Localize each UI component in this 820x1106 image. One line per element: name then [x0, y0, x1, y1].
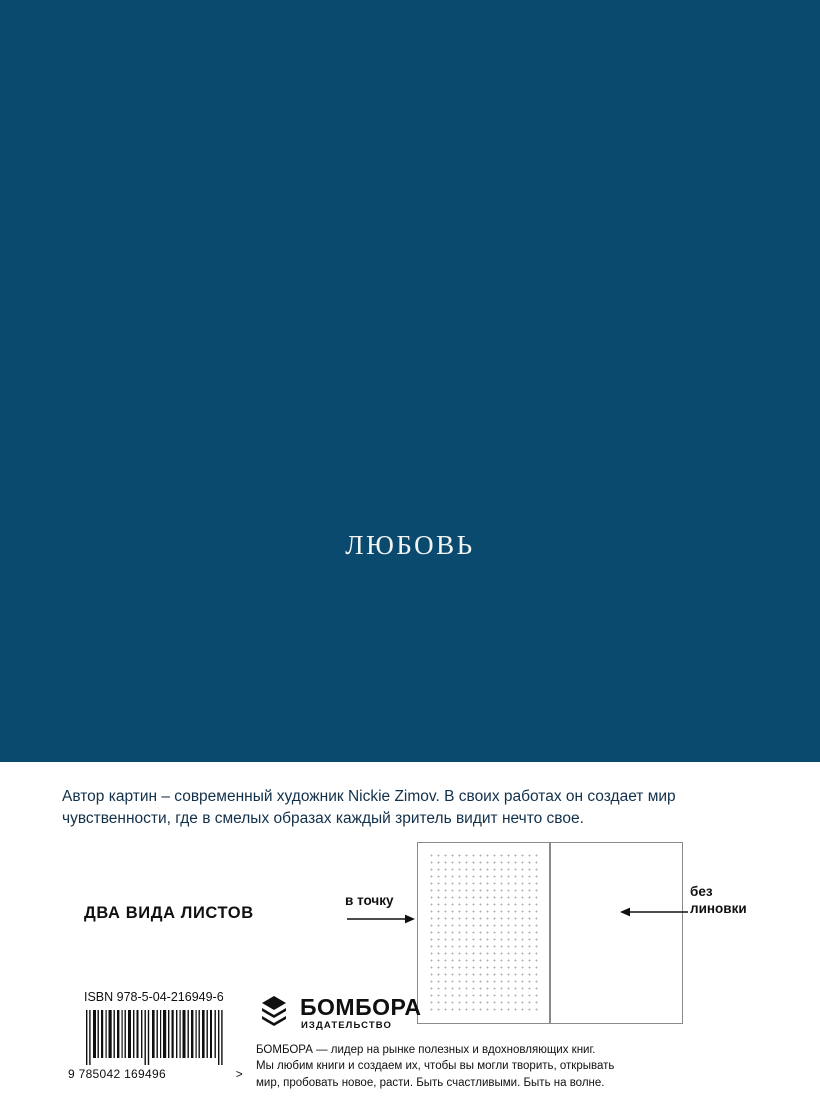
back-cover-info-panel [0, 762, 820, 1106]
blank-label [690, 884, 747, 918]
publisher-logo-icon [256, 994, 292, 1032]
publisher-blurb-line3: мир, пробовать новое, расти. Быть счастливыми. Быть на волне. [256, 1076, 605, 1089]
barcode-digits-value: 9 785042 169496 [68, 1067, 166, 1081]
publisher-blurb-line2: Мы любим книги и создаем их, чтобы вы могли творить, открывать [256, 1060, 615, 1073]
notebook-diagram [417, 842, 685, 1024]
blank-label-line1: без [690, 884, 713, 899]
notebook-page-blank [550, 842, 683, 1024]
dotted-label: в точку [345, 893, 394, 908]
publisher-name: БОМБОРА [300, 994, 422, 1020]
two-kinds-heading: ДВА ВИДА ЛИСТОВ [84, 904, 254, 922]
publisher-blurb-line1: БОМБОРА — лидер на рынке полезных и вдохновляющих книг. [256, 1044, 596, 1056]
publisher-blurb [256, 1042, 656, 1091]
arrow-left-icon [620, 907, 688, 917]
blank-label-line2: линовки [690, 900, 747, 916]
page-title: ЛЮБОВЬ [345, 530, 475, 560]
barcode-digits [68, 1067, 243, 1081]
dotted-grid-pattern [428, 852, 539, 1014]
book-blurb: Автор картин – современный художник Nickie Zimov. В своих работах он создает мир чувственности, где в смелых образах каждый зритель видит нечто свое. [62, 788, 676, 827]
publisher-subtitle: ИЗДАТЕЛЬСТВО [301, 1020, 392, 1031]
isbn-text: ISBN 978-5-04-216949-6 [84, 990, 224, 1004]
barcode-image [84, 1010, 226, 1065]
notebook-page-dotted [417, 842, 550, 1024]
arrow-right-icon [347, 914, 415, 924]
barcode-suffix: > [235, 1067, 243, 1081]
